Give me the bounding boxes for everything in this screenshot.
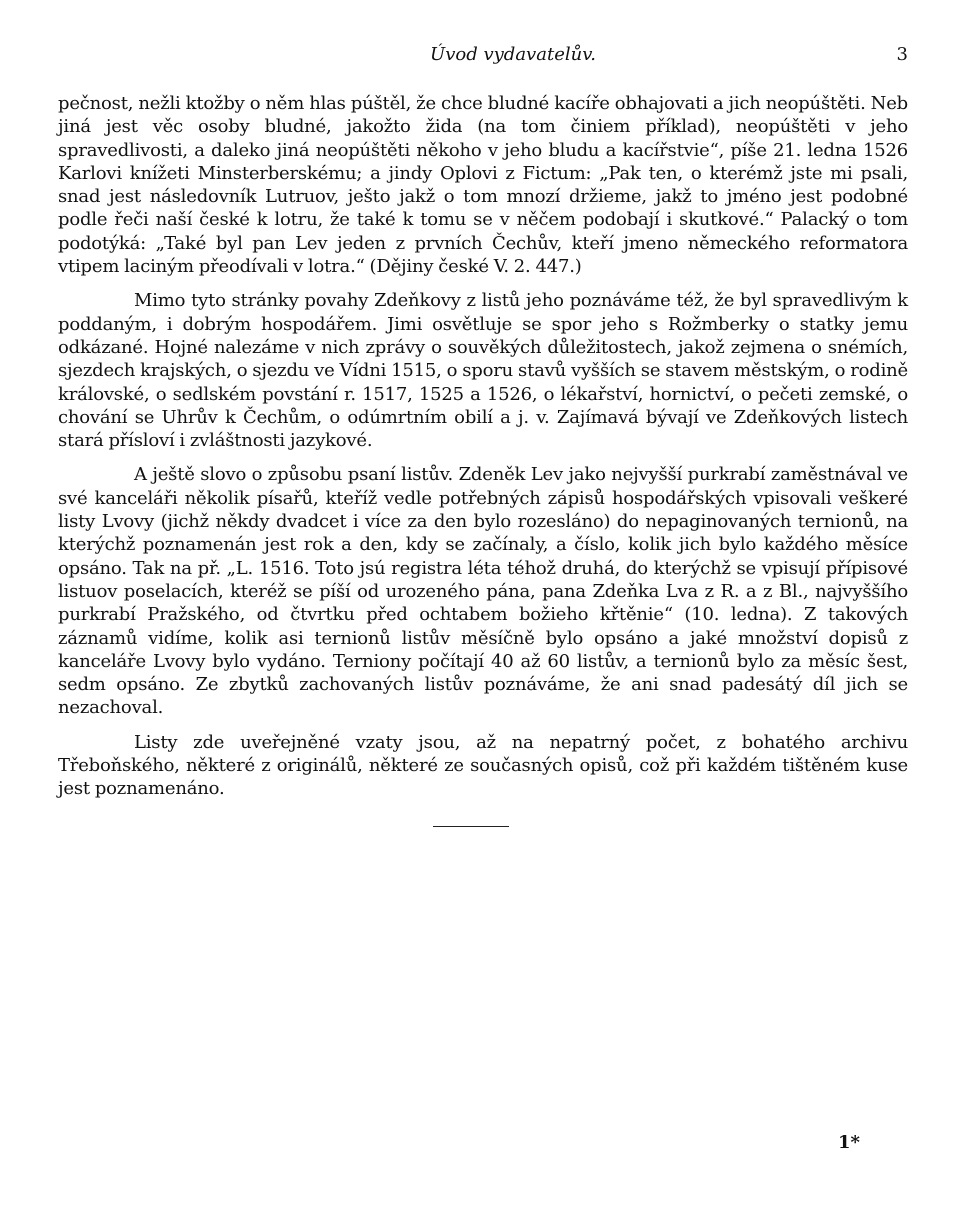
running-title: Úvod vydavatelův. [430, 44, 596, 65]
paragraph-letter-writing: A ještě slovo o způsobu psaní listův. Zdeněk Lev jako nejvyšší purkrabí zaměstnával ve své kanceláři několik písařů, kteříž vedle potřebných zápisů hospodářských vpisovali veškeré listy Lvovy (jichž někdy dvadcet i více za den bylo rozesláno) do nepaginovaných ternionů, na kterýchž poznamenán jest rok a den, kdy se začínaly, a číslo, kolik jich bylo každého měsíce opsáno. Tak na př. „L. 1516. Toto jsú registra léta téhož druhá, do kterýchž se vpisují přípisové listuov poselacích, kteréž se píší od urozeného pána, pana Zdeňka Lva z R. a z Bl., najvyššího purkrabí Pražského, od čtvrtku před ochtabem božieho křtěnie“ (10. ledna). Z takových záznamů vidíme, kolik asi ternionů listův měsíčně bylo opsáno a jaké množství dopisů z kanceláře Lvovy bylo vydáno. Terniony počítají 40 až 60 listův, a ternionů bylo za měsíc šest, sedm opsáno. Ze zbytků zachovaných listův poznáváme, že ani snad padesátý díl jich se nezachoval. [58, 464, 908, 719]
body-text [58, 92, 908, 801]
page-header [58, 44, 908, 72]
signature-mark: 1* [838, 1132, 860, 1153]
paragraph-continuation: pečnost, nežli ktožby o něm hlas púštěl, že chce bludné kacíře obhajovati a jich neopúštěti. Neb jiná jest věc osoby bludné, jakožto žida (na tom činiem příklad), neopúštěti v jeho spravedlivosti, a daleko jiná neopúštěti někoho v jeho bludu a kacířstvie“, píše 21. ledna 1526 Karlovi knížeti Minsterberskému; a jindy Oplovi z Fictum: „Pak ten, o kterémž jste mi psali, snad jest následovník Lutruov, ješto jakž o tom mnozí držieme, jakž to jméno jest podobné podle řeči naší české k lotru, že také k tomu se v něčem podobají i skutkové.“ Palacký o tom podotýká: „Také byl pan Lev jeden z prvních Čechův, kteří jmeno německého reformatora vtipem laciným přeodívali v lotra.“ (Dějiny české V. 2. 447.) [58, 93, 908, 278]
paragraph-character: Mimo tyto stránky povahy Zdeňkovy z listů jeho poznáváme též, že byl spravedlivým k poddaným, i dobrým hospodářem. Jimi osvětluje se spor jeho s Rožmberky o statky jemu odkázané. Hojné nalezáme v nich zprávy o souvěkých důležitostech, jakož zejmena o snémích, sjezdech krajských, o sjezdu ve Vídni 1515, o sporu stavů vyšších se stavem městským, o rodině královské, o sedlském povstání r. 1517, 1525 a 1526, o lékařství, hornictví, o pečeti zemské, o chování se Uhrův k Čechům, o odúmrtním obilí a j. v. Zajímavá bývají ve Zdeňkových listech stará přísloví i zvláštnosti jazykové. [58, 290, 908, 452]
paragraph-sources: Listy zde uveřejněné vzaty jsou, až na nepatrný počet, z bohatého archivu Třeboňského, některé z originálů, některé ze současných opisů, což při každém tištěném kuse jest poznamenáno. [58, 731, 908, 800]
section-divider [433, 826, 509, 827]
page-number: 3 [896, 44, 908, 65]
